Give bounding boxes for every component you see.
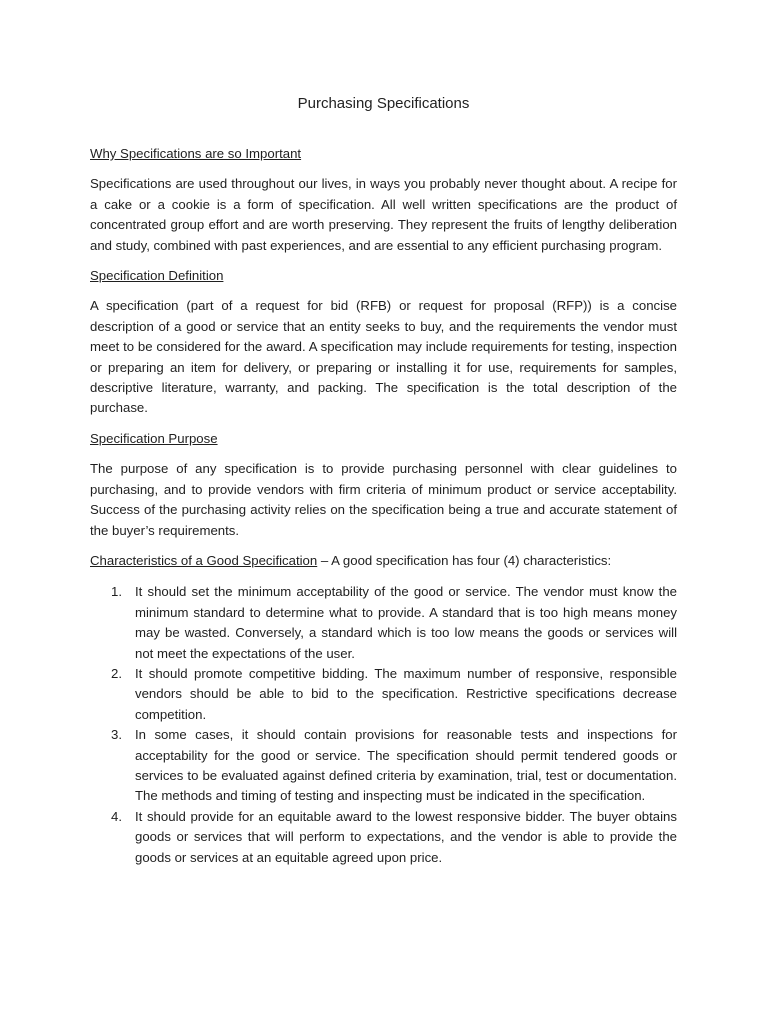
section-heading: Why Specifications are so Important (90, 146, 302, 161)
list-item-number: 1. (111, 584, 122, 600)
document-title: Purchasing Specifications (297, 95, 470, 112)
characteristics-intro: – A good specification has four (4) characteristics: (317, 552, 612, 568)
section-heading: Specification Purpose (90, 430, 218, 446)
list-item-number: 4. (111, 808, 122, 824)
document-body (90, 93, 677, 868)
list-item (90, 725, 677, 807)
section-heading: Specification Definition (90, 268, 224, 284)
list-item-text: It should set the minimum acceptability of the good or service. The vendor must know the minimum standard to determine what to provide. A standard that is too high means money may be wasted. Conversely, a standard which is too low means the goods or services will not meet the expectations of the user. (135, 584, 677, 661)
section-characteristics (90, 551, 677, 868)
section-heading: Characteristics of a Good Specification (90, 552, 318, 568)
list-item-text: It should provide for an equitable award to the lowest responsive bidder. The buyer obtains goods or services that will perform to expectations, and the vendor is able to provide the goods or services at an equitable agreed upon price. (135, 808, 677, 865)
list-item-number: 3. (111, 727, 122, 743)
list-item (90, 807, 677, 868)
list-item-text: In some cases, it should contain provisions for reasonable tests and inspections for acceptability for the good or service. The specification should permit tendered goods or services to be evaluated against defined criteria by examination, trial, test or documentation. The methods and timing of testing and inspecting must be indicated in the specification. (135, 727, 677, 804)
list-item (90, 582, 677, 664)
section-purpose (90, 429, 677, 541)
list-item-text: It should promote competitive bidding. The maximum number of responsive, responsible vendors should be able to bid to the specification. Restrictive specifications decrease competition. (135, 665, 677, 722)
list-item-number: 2. (111, 665, 122, 681)
section-definition (90, 266, 677, 419)
section-paragraph: The purpose of any specification is to provide purchasing personnel with clear guidelines to purchasing, and to provide vendors with firm criteria of minimum product or service acceptability. Success of the purchasing activity relies on the specification being a true and accurate statement of the buyer’s requirements. (90, 461, 677, 538)
section-why-important (90, 144, 677, 256)
section-paragraph: Specifications are used throughout our lives, in ways you probably never thought about. A recipe for a cake or a cookie is a form of specification. All well written specifications are the product of concentrated group effort and are worth preserving. They represent the fruits of lengthy deliberation and study, combined with past experiences, and are essential to any efficient purchasing program. (90, 176, 677, 253)
characteristics-list (90, 582, 677, 868)
section-paragraph: A specification (part of a request for bid (RFB) or request for proposal (RFP)) is a concise description of a good or service that an entity seeks to buy, and the requirements the vendor must meet to be considered for the award. A specification may include requirements for testing, inspection or preparing an item for delivery, or preparing or installing it for use, requirements for samples, descriptive literature, warranty, and packing. The specification is the total description of the purchase. (90, 298, 677, 416)
characteristics-intro-line (90, 551, 677, 571)
list-item (90, 664, 677, 725)
